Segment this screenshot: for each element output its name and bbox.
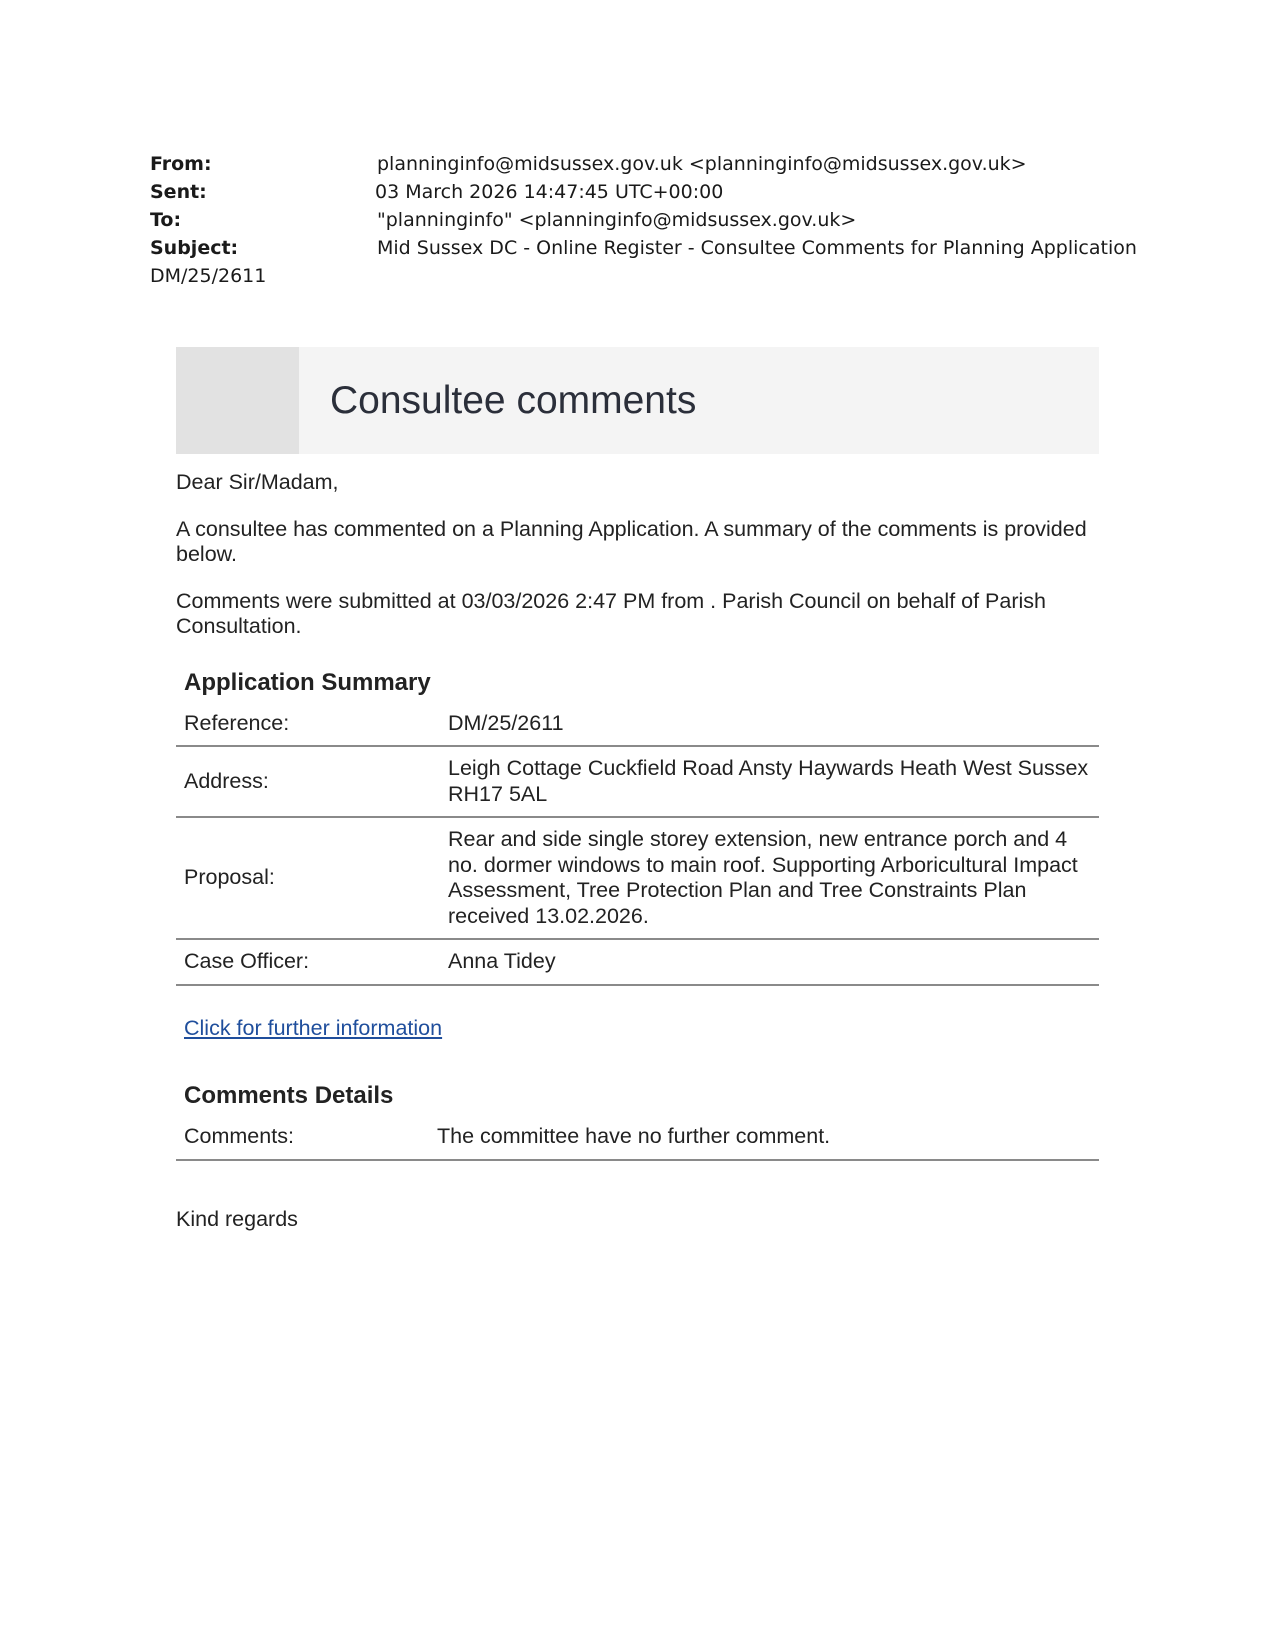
sent-value: 03 March 2026 14:47:45 UTC+00:00	[375, 181, 724, 203]
table-row	[176, 746, 1099, 817]
closing: Kind regards	[176, 1206, 298, 1231]
subject-row	[150, 234, 1150, 262]
table-row	[176, 817, 1099, 939]
comments-details-table	[176, 1115, 1099, 1161]
subject-continuation: DM/25/2611	[150, 265, 267, 287]
table-row	[176, 702, 1099, 747]
application-summary-title: Application Summary	[184, 668, 431, 696]
greeting: Dear Sir/Madam,	[176, 470, 339, 494]
from-value: planninginfo@midsussex.gov.uk <planninginfo@midsussex.gov.uk>	[377, 153, 1027, 175]
proposal-value: Rear and side single storey extension, new entrance porch and 4 no. dormer windows to main roof. Supporting Arboricultural Impact Assessment, Tree Protection Plan and Tree Constraints Plan received 13.02.2026.	[440, 817, 1099, 939]
subject-label: Subject:	[150, 237, 239, 259]
intro-text: A consultee has commented on a Planning Application. A summary of the comments is provided below.	[176, 516, 1087, 566]
from-row	[150, 150, 1150, 178]
address-value: Leigh Cottage Cuckfield Road Ansty Haywards Heath West Sussex RH17 5AL	[440, 746, 1099, 817]
sent-row	[150, 178, 1150, 206]
table-row	[176, 939, 1099, 985]
to-label: To:	[150, 209, 182, 231]
from-label: From:	[150, 153, 212, 175]
table-row	[176, 1115, 1099, 1160]
to-value: "planninginfo" <planninginfo@midsussex.gov.uk>	[377, 209, 857, 231]
submitted-text: Comments were submitted at 03/03/2026 2:47 PM from . Parish Council on behalf of Parish Consultation.	[176, 588, 1046, 638]
email-body	[176, 470, 1099, 1253]
email-header	[150, 150, 1150, 290]
case-officer-value: Anna Tidey	[440, 939, 1099, 985]
comments-details-title: Comments Details	[184, 1082, 394, 1109]
banner-title: Consultee comments	[330, 379, 697, 422]
further-information-link[interactable]: Click for further information	[184, 1015, 443, 1040]
comments-label: Comments:	[176, 1115, 429, 1160]
subject-value: Mid Sussex DC - Online Register - Consultee Comments for Planning Application	[377, 237, 1137, 259]
reference-label: Reference:	[176, 702, 440, 747]
consultee-banner	[176, 347, 1099, 454]
banner-logo-placeholder	[176, 347, 299, 454]
address-label: Address:	[176, 746, 440, 817]
sent-label: Sent:	[150, 181, 207, 203]
reference-value: DM/25/2611	[440, 702, 1099, 747]
comments-value: The committee have no further comment.	[429, 1115, 1099, 1160]
application-summary-table	[176, 702, 1099, 986]
proposal-label: Proposal:	[176, 817, 440, 939]
case-officer-label: Case Officer:	[176, 939, 440, 985]
to-row	[150, 206, 1150, 234]
